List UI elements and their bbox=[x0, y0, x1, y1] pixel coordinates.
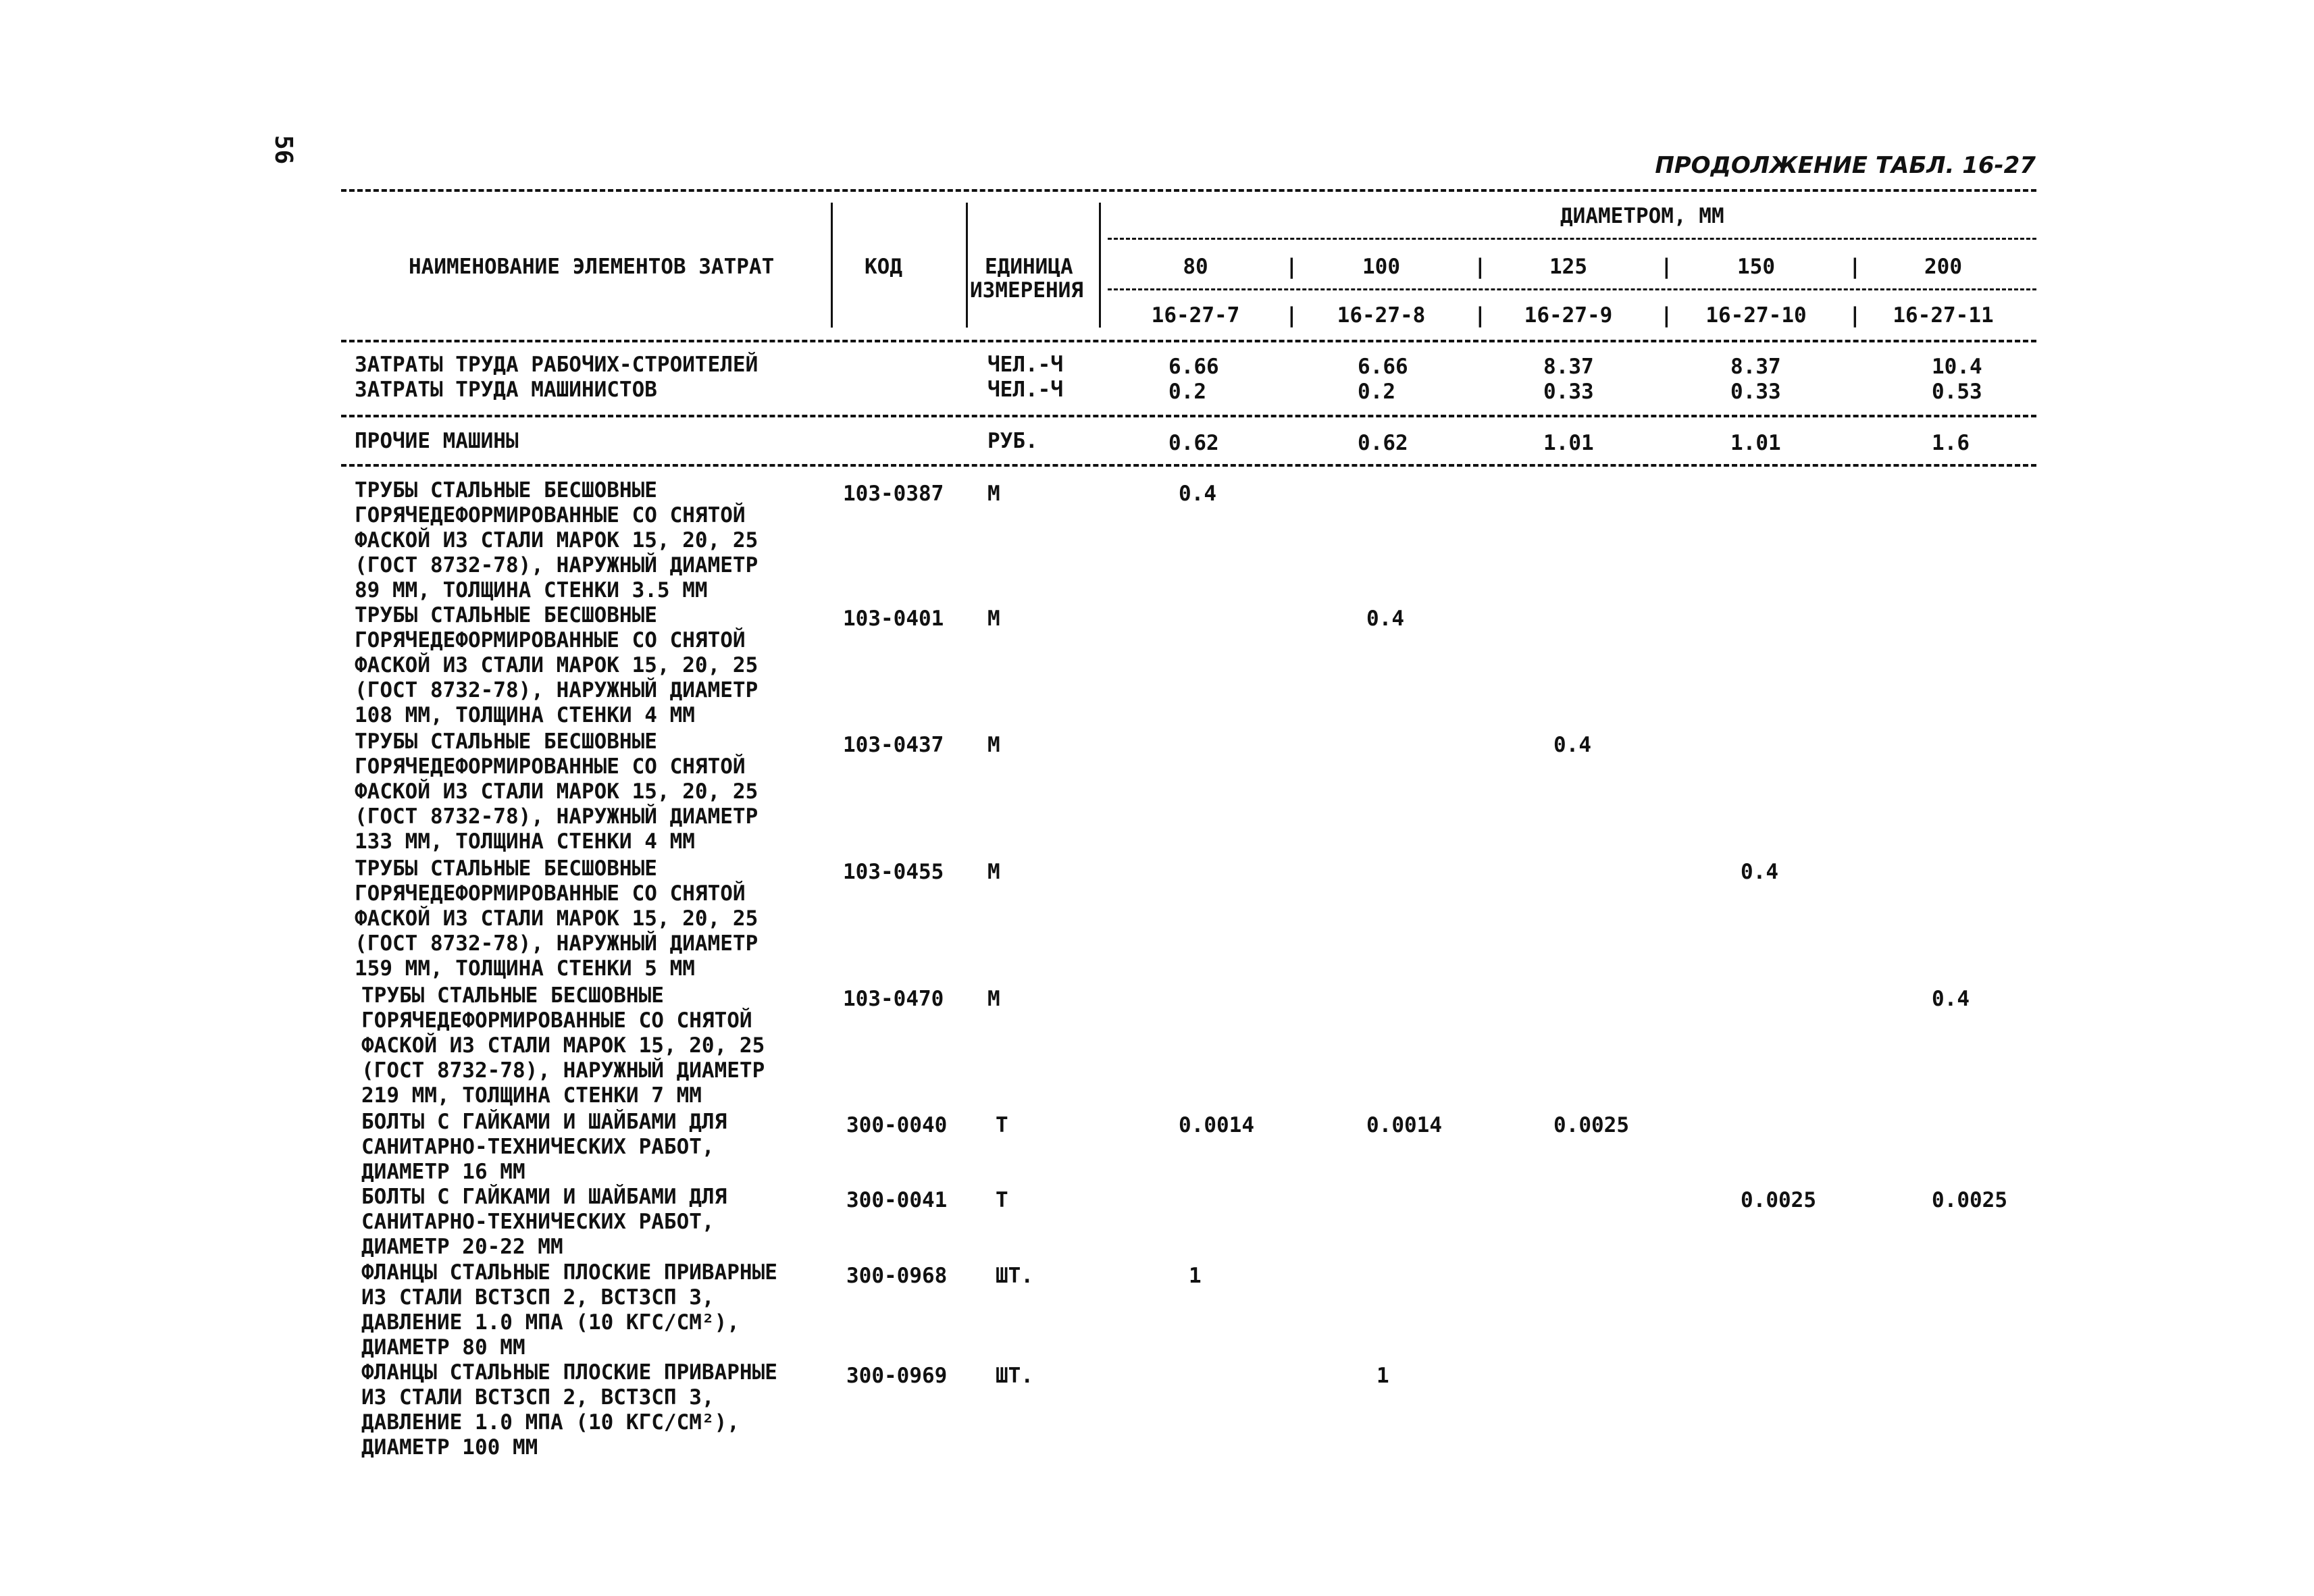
header-diameter: 80 bbox=[1183, 255, 1208, 279]
header-column-separator: | bbox=[1849, 255, 1861, 279]
material-name bbox=[361, 1110, 727, 1185]
value-cell: 6.66 bbox=[1358, 355, 1408, 379]
material-name-line: ФАСКОЙ ИЗ СТАЛИ МАРОК 15, 20, 25 bbox=[361, 1033, 765, 1058]
resource-code: 300-0969 bbox=[846, 1364, 948, 1388]
unit-cell: ШТ. bbox=[996, 1264, 1033, 1288]
header-bottom-rule bbox=[341, 340, 2036, 342]
material-name bbox=[355, 856, 758, 981]
value-cell: 0.0014 bbox=[1179, 1113, 1254, 1137]
material-name bbox=[361, 983, 765, 1108]
value-cell: 1.6 bbox=[1932, 431, 1970, 455]
material-name-line: ФАСКОЙ ИЗ СТАЛИ МАРОК 15, 20, 25 bbox=[355, 906, 759, 931]
cost-item-name: ЗАТРАТЫ ТРУДА МАШИНИСТОВ bbox=[355, 378, 657, 402]
material-name-line: ДАВЛЕНИЕ 1.0 МПА (10 КГС/СМ²), bbox=[361, 1410, 740, 1435]
value-cell: 10.4 bbox=[1932, 355, 1982, 379]
unit-cell: Т bbox=[996, 1188, 1008, 1212]
material-name-line: ИЗ СТАЛИ ВСТ3СП 2, ВСТ3СП 3, bbox=[361, 1385, 715, 1410]
material-name bbox=[361, 1260, 777, 1360]
page-number: 56 bbox=[269, 135, 297, 165]
value-cell: 0.4 bbox=[1179, 482, 1216, 506]
header-norm-code: 16-27-9 bbox=[1524, 303, 1613, 328]
value-cell: 1.01 bbox=[1543, 431, 1594, 455]
table-top-rule bbox=[341, 189, 2036, 192]
value-cell: 0.2 bbox=[1168, 380, 1206, 404]
material-name-line: ДИАМЕТР 80 ММ bbox=[361, 1335, 525, 1360]
material-name-line: (ГОСТ 8732-78), НАРУЖНЫЙ ДИАМЕТР bbox=[355, 931, 759, 956]
value-cell: 0.4 bbox=[1932, 987, 1970, 1011]
material-name-line: 108 ММ, ТОЛЩИНА СТЕНКИ 4 ММ bbox=[355, 703, 695, 727]
header-diameter: 200 bbox=[1924, 255, 1962, 279]
material-name-line: САНИТАРНО-ТЕХНИЧЕСКИХ РАБОТ, bbox=[361, 1210, 715, 1234]
material-name-line: ФАСКОЙ ИЗ СТАЛИ МАРОК 15, 20, 25 bbox=[355, 779, 759, 804]
material-name-line: БОЛТЫ С ГАЙКАМИ И ШАЙБАМИ ДЛЯ bbox=[361, 1185, 727, 1209]
material-name-line: (ГОСТ 8732-78), НАРУЖНЫЙ ДИАМЕТР bbox=[361, 1058, 765, 1083]
header-column-separator: | bbox=[1285, 255, 1298, 279]
value-cell: 0.0014 bbox=[1366, 1113, 1442, 1137]
resource-code: 103-0470 bbox=[843, 987, 944, 1011]
unit-cell: М bbox=[987, 860, 1000, 884]
material-name-line: ИЗ СТАЛИ ВСТ3СП 2, ВСТ3СП 3, bbox=[361, 1285, 715, 1310]
material-name bbox=[355, 478, 758, 603]
value-cell: 0.62 bbox=[1168, 431, 1219, 455]
material-name-line: ДИАМЕТР 16 ММ bbox=[361, 1160, 525, 1184]
resource-code: 103-0401 bbox=[843, 607, 944, 631]
value-cell: 0.33 bbox=[1543, 380, 1594, 404]
material-name-line: 89 ММ, ТОЛЩИНА СТЕНКИ 3.5 ММ bbox=[355, 578, 708, 602]
unit-cell: М bbox=[987, 733, 1000, 757]
value-cell: 0.0025 bbox=[1932, 1188, 2007, 1212]
material-name-line: (ГОСТ 8732-78), НАРУЖНЫЙ ДИАМЕТР bbox=[355, 678, 759, 702]
material-name-line: (ГОСТ 8732-78), НАРУЖНЫЙ ДИАМЕТР bbox=[355, 804, 759, 829]
unit-cell: М bbox=[987, 987, 1000, 1011]
header-column-separator: | bbox=[1660, 255, 1673, 279]
material-name-line: ФЛАНЦЫ СТАЛЬНЫЕ ПЛОСКИЕ ПРИВАРНЫЕ bbox=[361, 1260, 777, 1285]
material-name-line: ФЛАНЦЫ СТАЛЬНЫЕ ПЛОСКИЕ ПРИВАРНЫЕ bbox=[361, 1360, 777, 1385]
header-divider-values bbox=[1099, 203, 1101, 328]
header-diameter: 125 bbox=[1549, 255, 1587, 279]
header-unit-col-line1: ЕДИНИЦА bbox=[985, 255, 1073, 279]
resource-code: 103-0455 bbox=[843, 860, 944, 884]
material-name bbox=[355, 603, 758, 728]
material-name-line: ТРУБЫ СТАЛЬНЫЕ БЕСШОВНЫЕ bbox=[361, 983, 664, 1008]
resource-code: 300-0040 bbox=[846, 1113, 948, 1137]
material-name-line: 133 ММ, ТОЛЩИНА СТЕНКИ 4 ММ bbox=[355, 829, 695, 854]
material-name-line: ФАСКОЙ ИЗ СТАЛИ МАРОК 15, 20, 25 bbox=[355, 528, 759, 552]
resource-code: 103-0387 bbox=[843, 482, 944, 506]
material-name-line: САНИТАРНО-ТЕХНИЧЕСКИХ РАБОТ, bbox=[361, 1135, 715, 1159]
material-name-line: ДАВЛЕНИЕ 1.0 МПА (10 КГС/СМ²), bbox=[361, 1310, 740, 1335]
material-name-line: 159 ММ, ТОЛЩИНА СТЕНКИ 5 ММ bbox=[355, 956, 695, 981]
header-divider-unit bbox=[966, 203, 968, 328]
material-name-line: ГОРЯЧЕДЕФОРМИРОВАННЫЕ СО СНЯТОЙ bbox=[355, 881, 746, 906]
value-cell: 8.37 bbox=[1730, 355, 1781, 379]
material-name-line: БОЛТЫ С ГАЙКАМИ И ШАЙБАМИ ДЛЯ bbox=[361, 1110, 727, 1134]
unit-cell: М bbox=[987, 607, 1000, 631]
material-name-line: ГОРЯЧЕДЕФОРМИРОВАННЫЕ СО СНЯТОЙ bbox=[355, 503, 746, 527]
value-cell: 0.4 bbox=[1366, 607, 1404, 631]
header-norm-code: 16-27-8 bbox=[1337, 303, 1426, 328]
material-name-line: ТРУБЫ СТАЛЬНЫЕ БЕСШОВНЫЕ bbox=[355, 856, 657, 881]
header-column-separator: | bbox=[1474, 255, 1487, 279]
header-diameter: 100 bbox=[1362, 255, 1400, 279]
unit-cell: М bbox=[987, 482, 1000, 506]
value-cell: 0.53 bbox=[1932, 380, 1982, 404]
value-cell: 8.37 bbox=[1543, 355, 1594, 379]
header-unit-col-line2: ИЗМЕРЕНИЯ bbox=[970, 278, 1083, 303]
material-name-line: ТРУБЫ СТАЛЬНЫЕ БЕСШОВНЫЕ bbox=[355, 603, 657, 627]
header-diameter: 150 bbox=[1737, 255, 1775, 279]
machines-bottom-rule bbox=[341, 464, 2036, 467]
header-norm-code: 16-27-7 bbox=[1151, 303, 1240, 328]
header-norm-code: 16-27-10 bbox=[1705, 303, 1807, 328]
resource-code: 300-0968 bbox=[846, 1264, 948, 1288]
value-cell: 0.2 bbox=[1358, 380, 1395, 404]
header-column-separator: | bbox=[1474, 303, 1487, 328]
value-cell: 0.0025 bbox=[1741, 1188, 1816, 1212]
value-cell: 0.4 bbox=[1553, 733, 1591, 757]
value-cell: 0.62 bbox=[1358, 431, 1408, 455]
header-name-col: НАИМЕНОВАНИЕ ЭЛЕМЕНТОВ ЗАТРАТ bbox=[409, 255, 775, 279]
material-name bbox=[361, 1360, 777, 1460]
material-name-line: ДИАМЕТР 20-22 ММ bbox=[361, 1235, 563, 1259]
unit-cell: Т bbox=[996, 1113, 1008, 1137]
value-cell: 0.33 bbox=[1730, 380, 1781, 404]
value-cell: 0.4 bbox=[1741, 860, 1778, 884]
unit-cell: ЧЕЛ.-Ч bbox=[987, 353, 1063, 377]
material-name bbox=[355, 729, 758, 854]
header-group-rule bbox=[1108, 238, 2036, 240]
value-cell: 1 bbox=[1377, 1364, 1389, 1388]
cost-item-name: ЗАТРАТЫ ТРУДА РАБОЧИХ-СТРОИТЕЛЕЙ bbox=[355, 353, 759, 377]
value-cell: 1 bbox=[1189, 1264, 1202, 1288]
header-column-separator: | bbox=[1660, 303, 1673, 328]
value-cell: 6.66 bbox=[1168, 355, 1219, 379]
unit-cell: ЧЕЛ.-Ч bbox=[987, 378, 1063, 402]
header-sub-rule bbox=[1108, 288, 2036, 290]
material-name-line: ГОРЯЧЕДЕФОРМИРОВАННЫЕ СО СНЯТОЙ bbox=[361, 1008, 752, 1033]
cost-item-name: ПРОЧИЕ МАШИНЫ bbox=[355, 429, 519, 453]
material-name-line: 219 ММ, ТОЛЩИНА СТЕНКИ 7 ММ bbox=[361, 1083, 702, 1108]
value-cell: 1.01 bbox=[1730, 431, 1781, 455]
header-group-title: ДИАМЕТРОМ, ММ bbox=[1560, 204, 1724, 228]
unit-cell: ШТ. bbox=[996, 1364, 1033, 1388]
material-name-line: (ГОСТ 8732-78), НАРУЖНЫЙ ДИАМЕТР bbox=[355, 553, 759, 577]
header-column-separator: | bbox=[1285, 303, 1298, 328]
material-name-line: ГОРЯЧЕДЕФОРМИРОВАННЫЕ СО СНЯТОЙ bbox=[355, 754, 746, 779]
labor-bottom-rule bbox=[341, 415, 2036, 417]
material-name-line: ТРУБЫ СТАЛЬНЫЕ БЕСШОВНЫЕ bbox=[355, 729, 657, 754]
continuation-title: ПРОДОЛЖЕНИЕ ТАБЛ. 16-27 bbox=[1655, 152, 2036, 179]
resource-code: 103-0437 bbox=[843, 733, 944, 757]
header-code-col: КОД bbox=[865, 255, 902, 279]
unit-cell: РУБ. bbox=[987, 429, 1038, 453]
material-name-line: ФАСКОЙ ИЗ СТАЛИ МАРОК 15, 20, 25 bbox=[355, 653, 759, 677]
resource-code: 300-0041 bbox=[846, 1188, 948, 1212]
header-divider-code bbox=[831, 203, 833, 328]
header-column-separator: | bbox=[1849, 303, 1861, 328]
header-norm-code: 16-27-11 bbox=[1893, 303, 1994, 328]
material-name-line: ГОРЯЧЕДЕФОРМИРОВАННЫЕ СО СНЯТОЙ bbox=[355, 628, 746, 652]
material-name bbox=[361, 1185, 727, 1260]
material-name-line: ДИАМЕТР 100 ММ bbox=[361, 1435, 538, 1460]
value-cell: 0.0025 bbox=[1553, 1113, 1629, 1137]
material-name-line: ТРУБЫ СТАЛЬНЫЕ БЕСШОВНЫЕ bbox=[355, 478, 657, 503]
